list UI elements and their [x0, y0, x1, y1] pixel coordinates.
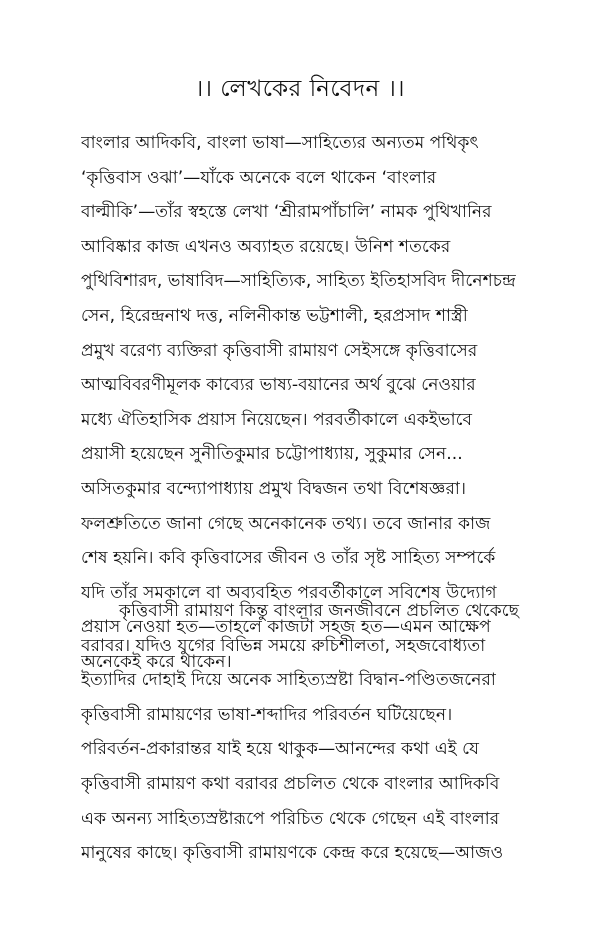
text-line: আত্মবিবরণীমূলক কাব্যের ভাষ্য-বয়ানের অর্থ বুঝে নেওয়ার — [81, 375, 476, 396]
text-line: ফলশ্রুতিতে জানা গেছে অনেকানেক তথ্য। তবে জানার কাজ — [81, 513, 491, 534]
text-line: প্রয়াস নেওয়া হত—তাহলে কাজটা সহজ হত—এমন আক্ষেপ — [81, 617, 491, 638]
text-line: শেষ হয়নি। কবি কৃত্তিবাসের জীবন ও তাঁর সৃষ্ট সাহিত্য সম্পর্কে — [81, 548, 496, 569]
text-line: মধ্যে ঐতিহাসিক প্রয়াস নিয়েছেন। পরবর্তীকালে একইভাবে — [81, 409, 473, 430]
text-line: মানুষের কাছে। কৃত্তিবাসী রামায়ণকে কেন্দ্র করে হয়েছে—আজও — [81, 843, 504, 864]
text-line: কৃত্তিবাসী রামায়ণ কথা বরাবর প্রচলিত থেকে বাংলার আদিকবি — [81, 773, 500, 794]
page-heading: ।। লেখকের নিবেদন ।। — [194, 76, 406, 102]
text-line: বাংলার আদিকবি, বাংলা ভাষা—সাহিত্যের অন্যতম পথিকৃৎ — [81, 133, 479, 153]
text-line: বাল্মীকি’—তাঁর স্বহস্তে লেখা ‘শ্রীরামপাঁচালি’ নামক পুথিখানির — [81, 202, 492, 223]
text-line: ইত্যাদির দোহাই দিয়ে অনেক সাহিত্যস্রষ্টা বিদ্বান-পণ্ডিতজনেরা — [81, 670, 496, 691]
text-line: পুথিবিশারদ, ভাষাবিদ—সাহিত্যিক, সাহিত্য ইতিহাসবিদ দীনেশচন্দ্র — [81, 271, 516, 292]
text-line: কৃত্তিবাসী রামায়ণ কিন্তু বাংলার জনজীবনে প্রচলিত থেকেছে — [119, 601, 520, 621]
text-line: অসিতকুমার বন্দ্যোপাধ্যায় প্রমুখ বিদ্বজন তথা বিশেষজ্ঞরা। — [81, 478, 467, 499]
text-line: সেন, হিরেন্দ্রনাথ দত্ত, নলিনীকান্ত ভট্টশালী, হরপ্রসাদ শাস্ত্রী — [81, 305, 468, 326]
text-line: প্রয়াসী হয়েছেন সুনীতিকুমার চট্টোপাধ্যায়, সুকুমার সেন... — [81, 444, 463, 465]
text-line: এক অনন্য সাহিত্যস্রষ্টারূপে পরিচিত থেকে গেছেন এই বাংলার — [81, 808, 500, 829]
text-line: পরিবর্তন-প্রকারান্তর যাই হয়ে থাকুক—আনন্দের কথা এই যে — [81, 739, 480, 760]
text-line: প্রমুখ বরেণ্য ব্যক্তিরা কৃত্তিবাসী রামায়ণ সেইসঙ্গে কৃত্তিবাসের — [81, 340, 478, 361]
text-line: বরাবর। যদিও যুগের বিভিন্ন সময়ে রুচিশীলতা, সহজবোধ্যতা — [81, 635, 486, 656]
text-line: ‘কৃত্তিবাস ওঝা’—যাঁকে অনেকে বলে থাকেন ‘বাংলার — [81, 167, 437, 188]
text-line: যদি তাঁর সমকালে বা অব্যবহিত পরবর্তীকালে সবিশেষ উদ্যোগ — [81, 582, 497, 603]
paragraph-2 — [81, 594, 593, 871]
text-line: অনেকেই করে থাকেন। — [81, 651, 232, 672]
text-line: আবিষ্কার কাজ এখনও অব্যাহত রয়েছে। উনিশ শতকের — [81, 236, 451, 257]
text-line: কৃত্তিবাসী রামায়ণের ভাষা-শব্দাদির পরিবর্তন ঘটিয়েছেন। — [81, 704, 453, 725]
